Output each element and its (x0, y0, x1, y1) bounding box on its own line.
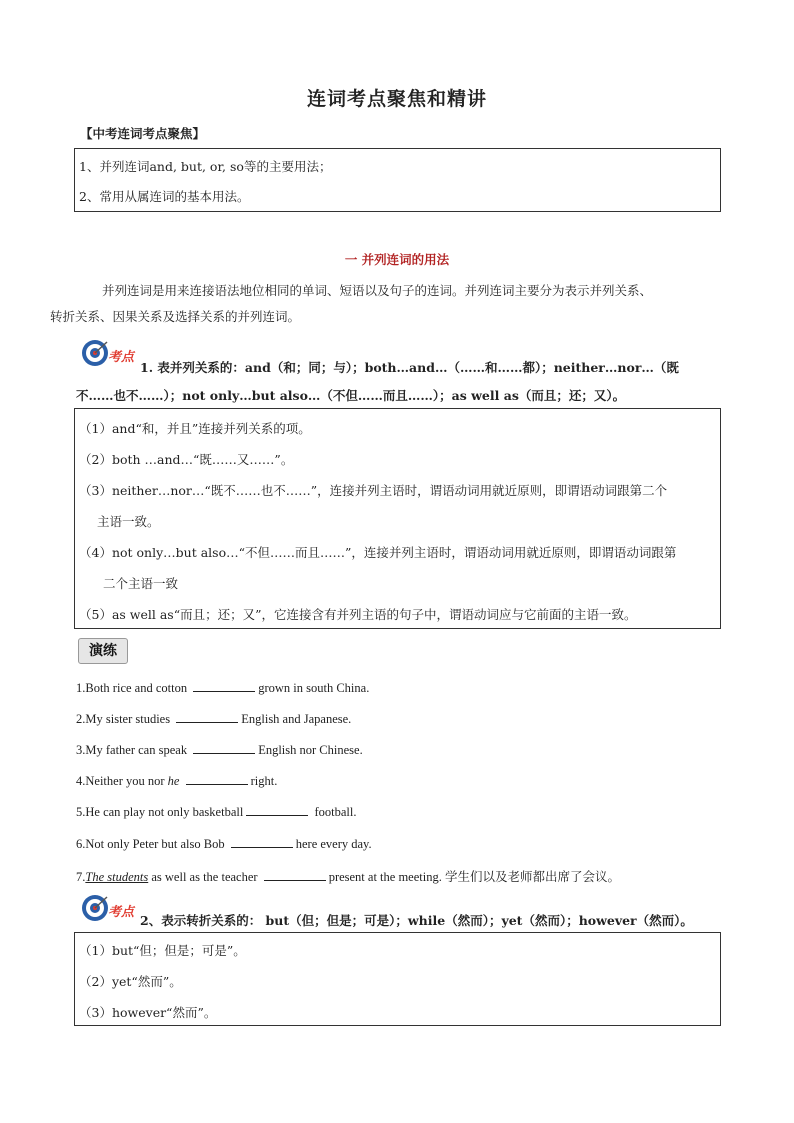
section-title: 一 并列连词的用法 (344, 252, 450, 267)
intro-paragraph (50, 278, 726, 330)
practice-badge: 演练 (78, 638, 128, 664)
exercise-7-tail: present at the meeting. (328, 870, 442, 884)
exercise-5 (76, 804, 356, 820)
answer-blank[interactable] (193, 742, 255, 754)
kd1-note-3-cont: 主语一致。 (97, 514, 160, 529)
answer-blank[interactable] (264, 869, 326, 881)
target-icon (80, 893, 110, 923)
kd1-note-5: （5）as well as“而且；还；又”，它连接含有并列主语的句子中，谓语动词应与它前面的主语一致。 (79, 607, 637, 622)
exercise-5-text: 5.He can play not only basketball (76, 805, 244, 819)
exercise-4-tail: right. (250, 774, 278, 788)
exercise-2 (76, 711, 351, 727)
page-title: 连词考点聚焦和精讲 (306, 88, 487, 110)
exercise-4-he: he (167, 774, 180, 788)
exercise-2-text: 2.My sister studies (76, 712, 171, 726)
intro-line-2: 转折关系、因果关系及选择关系的并列连词。 (50, 309, 301, 324)
kaodian-label-1: 考点 (108, 350, 135, 365)
kd2-note-1: （1）but“但；但是；可是”。 (79, 943, 246, 958)
exercise-6-tail: here every day. (295, 837, 372, 851)
answer-blank[interactable] (186, 773, 248, 785)
kd1-note-4: （4）not only…but also…“不但……而且……”，连接并列主语时，谓语动词用就近原则，即谓语动词跟第 (79, 545, 677, 560)
focus-item-2: 2、常用从属连词的基本用法。 (79, 189, 250, 204)
kaodian-label-2: 考点 (108, 905, 135, 920)
exercise-7-number: 7. (76, 870, 86, 884)
exercise-3-tail: English nor Chinese. (258, 743, 363, 757)
kd1-line-1: 1. 表并列关系的：and（和；同；与）；both…and…（……和……都）；neither…nor…（既 (140, 360, 679, 375)
answer-blank[interactable] (176, 711, 238, 723)
exercise-3 (76, 742, 363, 758)
exercise-7-translation: 学生们以及老师都出席了会议。 (444, 869, 620, 884)
kd1-line-2: 不……也不……）；not only…but also…（不但……而且……）；as well as（而且；还；又）。 (76, 388, 626, 403)
exercise-1-tail: grown in south China. (258, 681, 370, 695)
answer-blank[interactable] (231, 836, 293, 848)
exercise-4 (76, 773, 277, 789)
answer-blank[interactable] (246, 804, 308, 816)
exercise-4-text: 4.Neither you nor (76, 774, 168, 788)
exercise-7 (76, 867, 620, 885)
exercise-5-tail: football. (314, 805, 357, 819)
exercise-6 (76, 836, 372, 852)
focus-item-1: 1、并列连词and, but, or, so等的主要用法； (79, 159, 332, 174)
kd2-line-1: 2、表示转折关系的： but（但；但是；可是）；while（然而）；yet（然而）；however（然而）。 (140, 913, 693, 928)
kd1-note-1: （1）and“和，并且”连接并列关系的项。 (79, 421, 311, 436)
exercise-2-tail: English and Japanese. (241, 712, 352, 726)
answer-blank[interactable] (193, 680, 255, 692)
exercise-3-text: 3.My father can speak (76, 743, 188, 757)
exercise-1-text: 1.Both rice and cotton (76, 681, 188, 695)
exercise-1 (76, 680, 369, 696)
target-icon (80, 338, 110, 368)
exercise-6-text: 6.Not only Peter but also Bob (76, 837, 225, 851)
kd2-notes-box (74, 932, 721, 1026)
kd1-note-2: （2）both …and…“既……又……”。 (79, 452, 294, 467)
intro-line-1: 并列连词是用来连接语法地位相同的单词、短语以及句子的连词。并列连词主要分为表示并列关系、 (102, 283, 653, 298)
focus-heading: 【中考连词考点聚焦】 (80, 126, 206, 141)
kd2-note-2: （2）yet“然而”。 (79, 974, 182, 989)
kd1-note-4-cont: 二个主语一致 (103, 576, 179, 591)
kd1-note-3: （3）neither…nor…“既不……也不……”，连接并列主语时，谓语动词用就近原则，即谓语动词跟第二个 (79, 483, 668, 498)
kd2-note-3: （3）however“然而”。 (79, 1005, 217, 1020)
kd1-notes-box (74, 408, 721, 629)
exercise-7-subject: The students (85, 870, 149, 884)
focus-box (74, 148, 721, 212)
exercise-7-text: as well as the teacher (148, 870, 258, 884)
